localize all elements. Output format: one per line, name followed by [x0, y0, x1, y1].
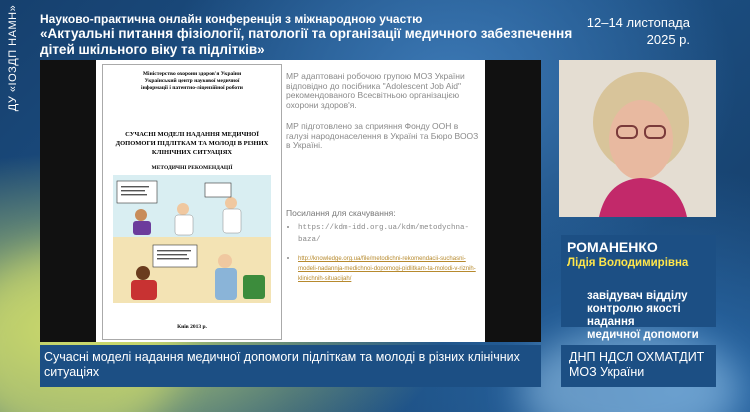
slide-caption-bar: [40, 345, 541, 387]
vertical-organization-tag: ДУ «ІОЗДП НАМН»: [7, 4, 19, 112]
conference-dates: [587, 14, 690, 48]
slide-paragraph-1: МР адаптовані робочою групою МОЗ України відповідно до посібника "Adolescent Job Aid" рекомендованого Всесвітньою організацією охорони здоров'я.: [286, 71, 465, 110]
conference-title-line2: дітей шкільного віку та підлітків»: [40, 42, 265, 57]
conference-title-line1: «Актуальні питання фізіології, патології та організації медичного забезпечення: [40, 26, 573, 41]
slide-letterbox-right: [485, 60, 541, 342]
cover-subtitle: МЕТОДИЧНІ РЕКОМЕНДАЦІЇ: [151, 165, 233, 171]
speaker-surname: РОМАНЕНКО: [567, 239, 658, 255]
download-link-item: [298, 253, 482, 283]
slide-text-column: [286, 72, 482, 291]
cover-title: СУЧАСНІ МОДЕЛІ НАДАННЯ МЕДИЧНОЇ ДОПОМОГИ ПІДЛІТКАМ ТА МОЛОДІ В РІЗНИХ КЛІНІЧНИХ СИТУАЦІЯХ: [115, 131, 269, 156]
slide-letterbox-left: [40, 60, 96, 342]
download-link-item: [298, 222, 482, 245]
speaker-video: [559, 60, 716, 217]
cover-city-year: Київ 2013 р.: [177, 324, 207, 330]
downloads-heading: Посилання для скачування:: [286, 207, 396, 218]
download-link[interactable]: http://knowledge.org.ua/file/metodichni-rekomendacii-suchasni-modeli-nadannja-medichnoi-dopomogi-pidlitkam-ta-molodi-v-riznih-klinichnih-situacijah/: [298, 256, 476, 282]
download-links-list: [286, 222, 482, 283]
speaker-role: завідувач відділу контролю якості надання медичної допомоги: [561, 287, 716, 327]
conference-subtitle: Науково-практична онлайн конференція з міжнародною участю: [40, 12, 423, 26]
date-range: 12–14 листопада: [586, 15, 690, 30]
presentation-slide: [40, 60, 541, 342]
date-year: 2025 р.: [646, 32, 690, 47]
speaker-organization: ДНП НДСЛ ОХМАТДИТ МОЗ України: [561, 345, 716, 387]
speaker-name-plate: [561, 235, 716, 287]
cover-ministry: Міністерство охорони здоров'я України Український центр наукової медичної інформації і патентно-ліцензійної роботи: [141, 71, 243, 91]
slide-paragraph-2: МР підготовлено за сприяння Фонду ООН в галузі народонаселення в Україні та Бюро ВООЗ в Україні.: [286, 121, 479, 150]
document-cover: [102, 64, 282, 340]
speaker-given-names: Лідія Володимирівна: [567, 257, 689, 269]
slide-caption: Сучасні моделі надання медичної допомоги підліткам та молоді в різних клінічних ситуаціях: [44, 350, 520, 379]
conference-header: [40, 12, 572, 58]
download-link[interactable]: https://kdm-idd.org.ua/kdm/metodychna-baza/: [298, 224, 470, 244]
cover-illustration: [113, 175, 271, 303]
speaker-portrait: [559, 60, 716, 217]
